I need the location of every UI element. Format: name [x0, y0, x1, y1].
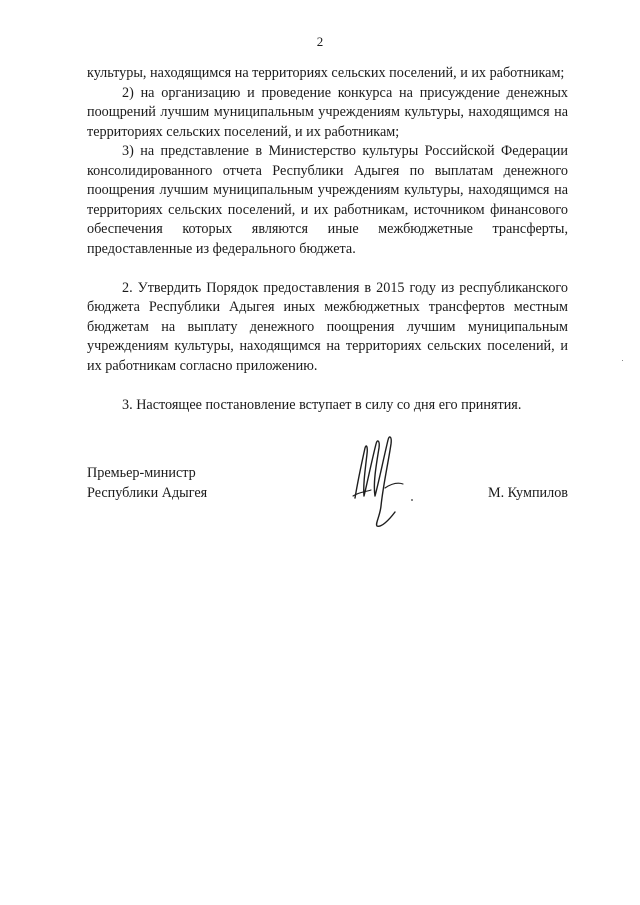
paragraph-item-3: 3) на представление в Министерство культуры Российской Федерации консолидированного отчета Республики Адыгея по выплатам денежного поощрения лучшим муниципальным учреждениям культуры, находящимся на территориях сельских поселений, и их работникам, источником финансового обеспечения которых являются иные межбюджетные трансферты, предоставленные из федерального бюджета. [87, 143, 568, 257]
paragraph-clause-3: 3. Настоящее постановление вступает в силу со дня его принятия. [122, 396, 522, 413]
handwritten-signature [345, 426, 435, 536]
signer-title-line-1: Премьер-министр [87, 465, 196, 481]
scan-speck [622, 360, 623, 361]
paragraph-item-2: 2) на организацию и проведение конкурса на присуждение денежных поощрений лучшим муниципальным учреждениям культуры, находящимся на территориях сельских поселений, и их работникам; [87, 84, 568, 140]
paragraph-clause-2: 2. Утвердить Порядок предоставления в 2015 году из республиканского бюджета Республики Адыгея иных межбюджетных трансфертов местным бюджетам на выплату денежного поощрения лучшим муниципальным учреждениям культуры, находящимся на территориях сельских поселений, и их работникам согласно приложению. [87, 279, 568, 374]
signer-name: М. Кумпилов [487, 484, 568, 501]
page-number: 2 [316, 34, 324, 49]
paragraph-continuation: культуры, находящимся на территориях сельских поселений, и их работникам; [87, 65, 565, 81]
signature-block [87, 464, 568, 544]
signer-title-line-2: Республики Адыгея [87, 484, 208, 501]
signer-title [87, 464, 207, 503]
scan-speck [411, 499, 413, 501]
document-body [87, 64, 568, 415]
